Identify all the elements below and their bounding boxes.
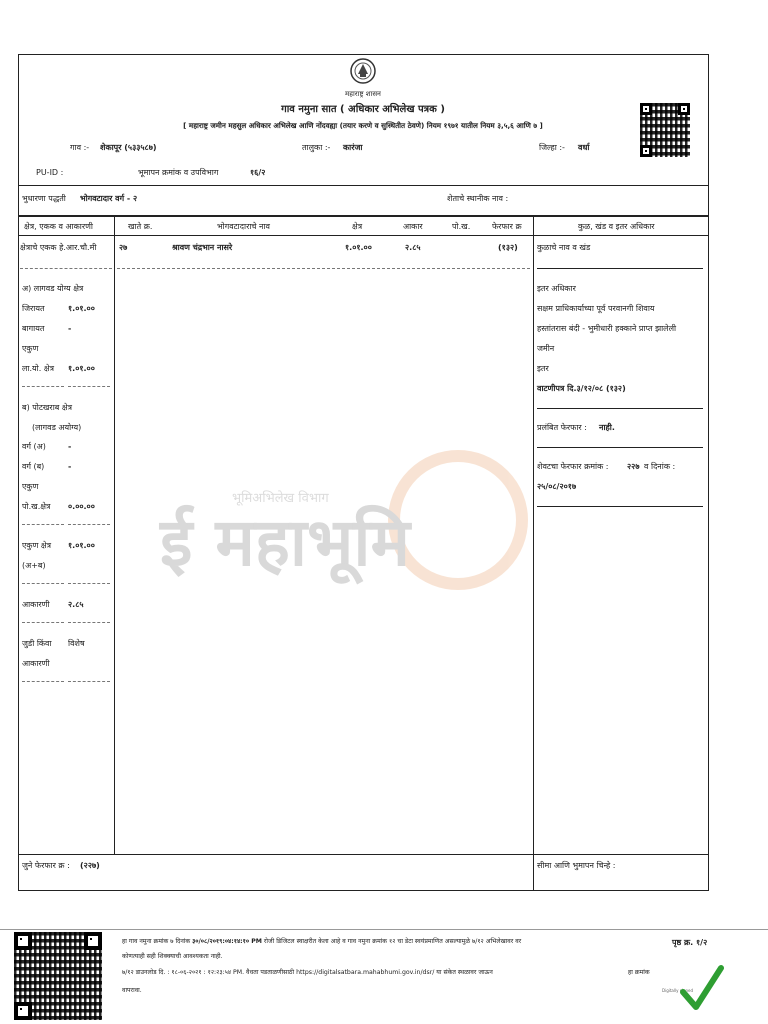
- layo-value: १.०१.००: [68, 364, 95, 373]
- akarni-value: २.८५: [68, 600, 84, 609]
- village-value: शेकापूर (५३३५८७): [100, 143, 157, 152]
- header-qr-code: [640, 103, 690, 157]
- page-number: पृष्ठ क्र. १/२: [672, 938, 708, 947]
- separator: [537, 408, 703, 409]
- varg-b-value: -: [68, 462, 72, 471]
- header-pokh: पो.ख.: [452, 222, 471, 231]
- other-rights-title: इतर अधिकार: [537, 284, 576, 293]
- header-akar: आकार: [403, 222, 423, 231]
- row-ferfar: (१३२): [498, 243, 518, 252]
- separator: [22, 622, 64, 623]
- table-footer-line: [18, 854, 709, 855]
- total-area-label: एकुण क्षेत्र: [22, 541, 52, 550]
- tenure-label: भुधारणा पद्धती: [22, 194, 66, 203]
- separator: [22, 386, 64, 387]
- survey-value: १६/२: [250, 168, 266, 177]
- pokharab-sub: (लागवड अयोग्य): [32, 423, 82, 432]
- last-ferfar-date-label: व दिनांक :: [644, 462, 676, 471]
- separator: [68, 386, 110, 387]
- header-area-unit: क्षेत्र, एकक व आकारणी: [24, 222, 94, 231]
- header-kul: कुळ, खंड व इतर अधिकार: [578, 222, 655, 231]
- bottom-qr-code: [14, 932, 102, 1020]
- old-ferfar-label: जुने फेरफार क्र :: [22, 861, 70, 870]
- boundary-marks-label: सीमा आणि भुमापन चिन्हे :: [537, 861, 616, 870]
- table-top-line: [18, 215, 709, 217]
- signature-note-line1: [122, 937, 521, 947]
- varg-a-value: -: [68, 442, 72, 451]
- bagayat-label: बागायत: [22, 324, 45, 333]
- page-title: गाव नमुना सात ( अधिकार अभिलेख पत्रक ): [281, 104, 445, 115]
- verified-check-icon: [680, 962, 724, 1014]
- row-area: १.०१.००: [345, 243, 372, 252]
- pokharab-label: ब) पोटखराब क्षेत्र: [22, 403, 73, 412]
- pending-ferfar-label: प्रलंबित फेरफार :: [537, 423, 587, 432]
- pokh-kshetra-value: ०.००.००: [68, 502, 95, 511]
- puid-label: PU-ID :: [36, 168, 64, 177]
- taluka-label: तालुका :-: [302, 143, 331, 152]
- watermark-small: भूमिअभिलेख विभाग: [232, 491, 329, 506]
- row-separator: [117, 268, 530, 269]
- layo-label: ला.यो. क्षेत्र: [22, 364, 54, 373]
- download-note-end: वापरावा.: [122, 987, 142, 994]
- col-divider-left: [114, 215, 115, 855]
- separator: [68, 681, 110, 682]
- last-ferfar-label: शेवटचा फेरफार क्रमांक :: [537, 462, 609, 471]
- digital-signature-text: Digitally signed: [662, 988, 693, 993]
- jirayat-value: १.०१.००: [68, 304, 95, 313]
- header-ferfar: फेरफार क्र: [492, 222, 522, 231]
- mahabhumi-watermark: [160, 450, 540, 590]
- total-label: एकुण: [22, 482, 39, 491]
- akarni-label: आकारणी: [22, 600, 50, 609]
- judi-label: जुडी किंवा: [22, 639, 52, 648]
- local-name-label: शेताचे स्थानीक नाव :: [447, 194, 509, 203]
- survey-label: भूमापन क्रमांक व उपविभाग: [138, 168, 219, 177]
- header-khata: खाते क्र.: [128, 222, 153, 231]
- separator: [537, 506, 703, 507]
- pending-ferfar-value: नाही.: [599, 423, 615, 432]
- total-area-value: १.०१.००: [68, 541, 95, 550]
- vishesh-label: विशेष: [68, 639, 85, 648]
- other-label: इतर: [537, 364, 549, 373]
- tenure-value: भोगवटादार वर्ग - २: [80, 194, 138, 203]
- note-part-1: हा गाव नमुना क्रमांक ७ दिनांक: [122, 938, 191, 945]
- signature-note-line2: कोणत्याही सही शिक्क्याची आवश्यकता नाही.: [122, 953, 223, 960]
- watermark-big: ई महाभूमि: [160, 504, 410, 581]
- table-header-line: [18, 235, 709, 236]
- district-value: वर्धा: [578, 143, 590, 152]
- note-part-3: रोजी डिजिटल स्वाक्षरीत केला आहे व गाव नमुना क्रमांक १२ चा डेटा स्वयंप्रमाणित असल्यामुळे ७/१२ अभिलेखावर वर: [263, 938, 522, 945]
- varg-a-label: वर्ग (अ): [22, 442, 46, 451]
- old-ferfar-value: (२२७): [80, 861, 100, 870]
- separator: [22, 583, 64, 584]
- separator: [22, 681, 64, 682]
- state-emblem-icon: [349, 57, 377, 87]
- govt-label: महाराष्ट्र शासन: [345, 90, 381, 98]
- header-owner: भोगवटादाराचे नाव: [217, 222, 270, 231]
- bottom-divider: [0, 929, 768, 930]
- row-khata: २७: [119, 243, 128, 252]
- download-note: ७/१२ डाउनलोड दि. : १८-०६-२०२१ : १२:२३:५४ PM. वैधता पडताळणीसाठी https://digitalsatbara.mahabhumi.gov.in/dsr/ या संकेत स्थळावर जाऊन: [122, 969, 493, 976]
- separator: [537, 447, 703, 448]
- row-akar: २.८५: [405, 243, 421, 252]
- other-rights-line3: जमीन: [537, 344, 555, 353]
- other-rights-line2: हस्तांतरास बंदी - भुमीधारी हक्काने प्राप्त झालेली: [537, 324, 677, 333]
- signed-timestamp: ३०/०८/२०१९:०४:१४:१० PM: [192, 938, 262, 945]
- akarni2-label: आकारणी: [22, 659, 50, 668]
- other-rights-line1: सक्षम प्राधिकार्याच्या पूर्व परवानगी शिवाय: [537, 304, 655, 313]
- last-ferfar-date: २५/०८/२०१७: [537, 482, 577, 491]
- village-label: गाव :-: [70, 143, 90, 152]
- total-label: एकुण: [22, 344, 39, 353]
- taluka-value: कारंजा: [343, 143, 363, 152]
- cultivable-label: अ) लागवड योग्य क्षेत्र: [22, 284, 84, 293]
- district-label: जिल्हा :-: [539, 143, 565, 152]
- a-plus-b-label: (अ+ब): [22, 561, 46, 570]
- separator: [22, 524, 64, 525]
- row-owner: श्रावण चंद्रभान नासरे: [172, 243, 233, 252]
- separator: [68, 583, 110, 584]
- jirayat-label: जिरायत: [22, 304, 45, 313]
- pokh-kshetra-label: पो.ख.क्षेत्र: [22, 502, 51, 511]
- separator: [68, 622, 110, 623]
- row-separator: [537, 268, 703, 269]
- bagayat-value: -: [68, 324, 72, 333]
- header-area: क्षेत्र: [352, 222, 363, 231]
- separator: [68, 524, 110, 525]
- partition-deed: वाटणीपत्र दि.३/१२/०८ (१३२): [537, 384, 626, 393]
- divider: [18, 185, 709, 186]
- varg-b-label: वर्ग (ब): [22, 462, 45, 471]
- kul-label: कुळाचे नाव व खंड: [537, 243, 591, 252]
- rules-subtitle: [ महाराष्ट्र जमीन महसुल अधिकार अभिलेख आणि नोंदवह्या (तयार करणे व सुस्थितीत ठेवणे) नियम १९७१ यातील नियम ३,५,६ आणि ७ ]: [183, 121, 543, 130]
- number-label: हा क्रमांक: [628, 969, 650, 976]
- last-ferfar-number: २२७: [627, 462, 640, 471]
- unit-label: क्षेत्राचे एकक हे.आर.चौ.मी: [20, 243, 97, 252]
- row-separator: [20, 268, 112, 269]
